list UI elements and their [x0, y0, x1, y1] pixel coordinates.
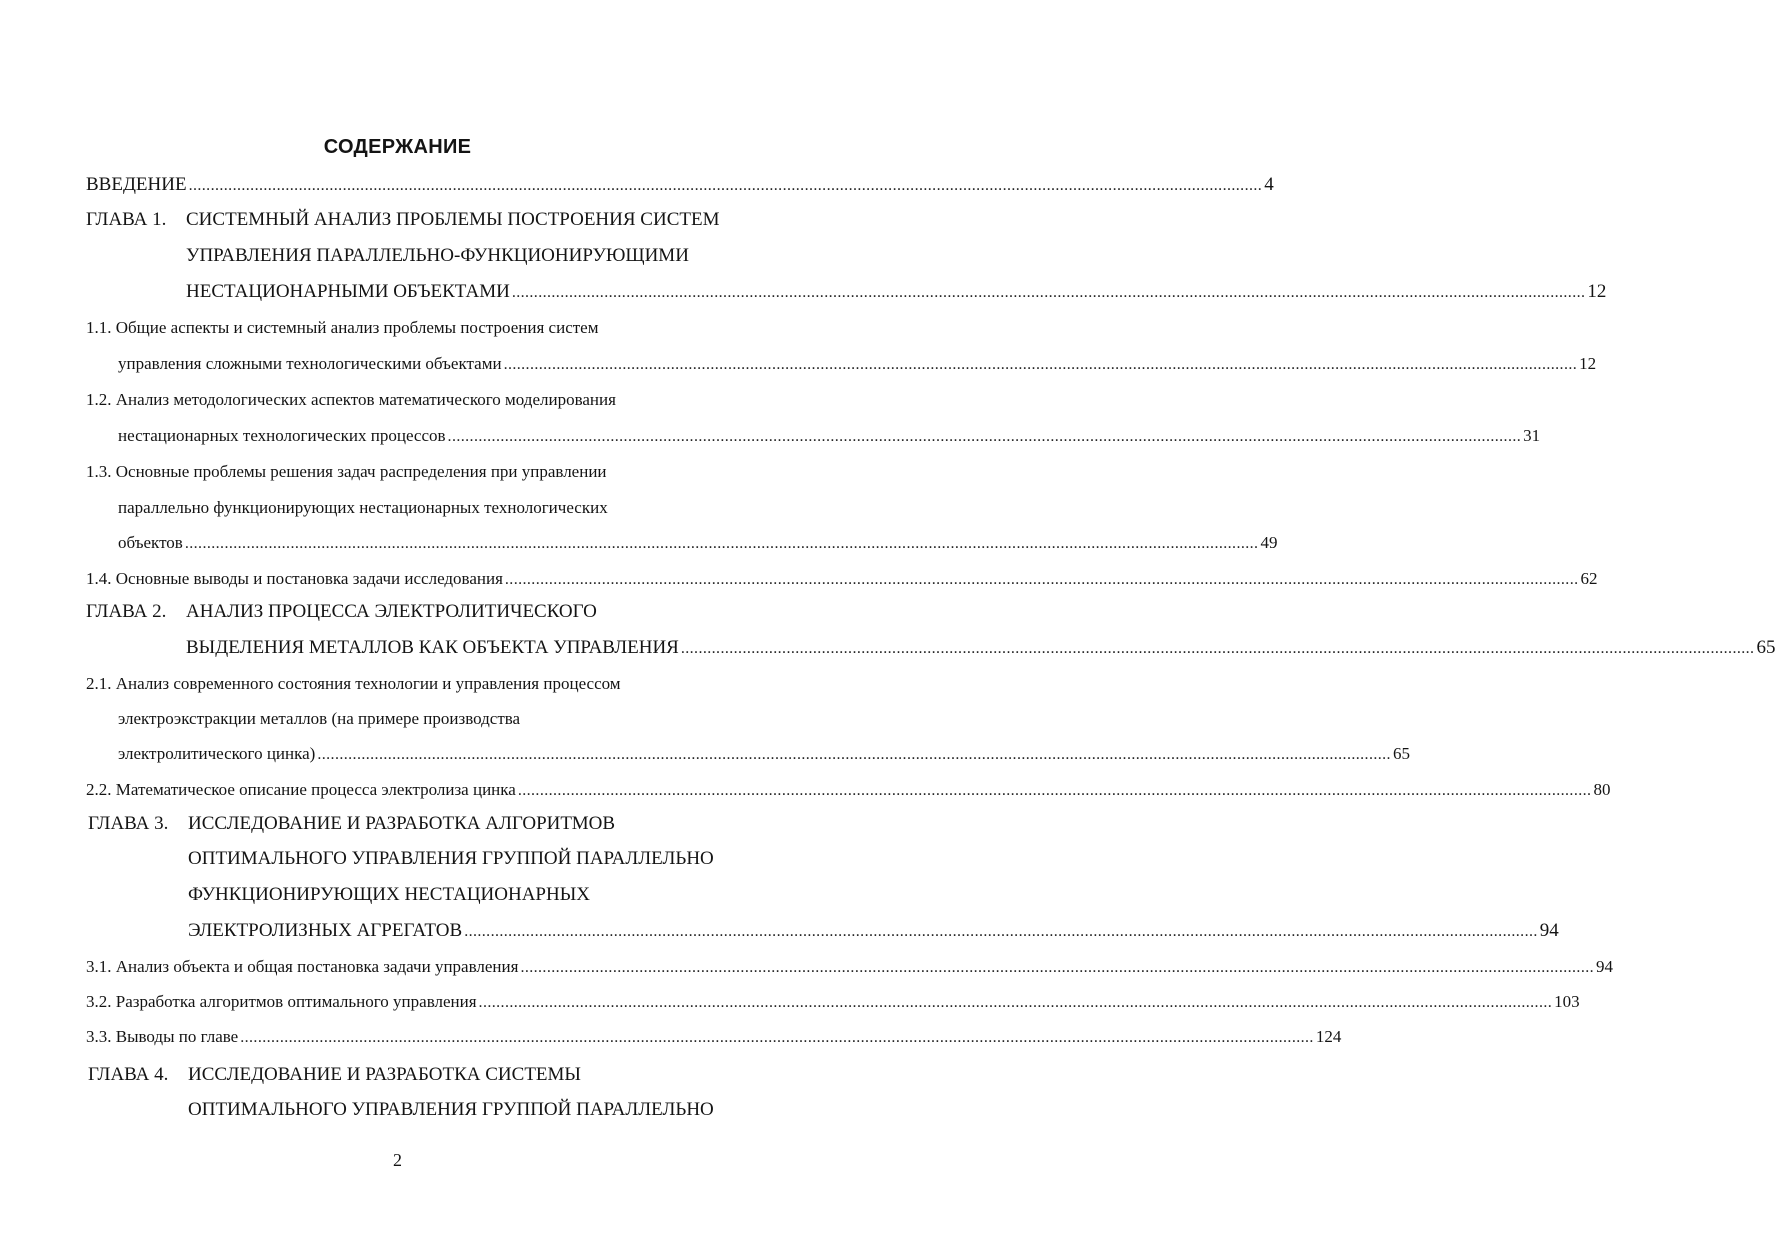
toc-page-number: 4 — [1264, 174, 1274, 195]
section-title-line: нестационарных технологических процессов — [118, 426, 446, 445]
toc-leader: .................................................................................................................................................................................................................................................... — [184, 535, 1259, 552]
toc-leader: .................................................................................................................................................................................................................................................... — [317, 746, 1391, 763]
toc-entry-chapter-3[interactable] — [188, 917, 1559, 945]
toc-leader: .................................................................................................................................................................................................................................................... — [503, 356, 1578, 373]
toc-entry-1-1[interactable] — [118, 350, 1597, 378]
toc-leader: .................................................................................................................................................................................................................................................... — [517, 782, 1592, 799]
section-title-line: 1.4. Основные выводы и постановка задачи исследования — [86, 569, 503, 588]
chapter-title-line: НЕСТАЦИОНАРНЫМИ ОБЪЕКТАМИ — [186, 281, 510, 302]
toc-leader: .................................................................................................................................................................................................................................................... — [520, 959, 1595, 976]
chapter-title-line: ОПТИМАЛЬНОГО УПРАВЛЕНИЯ ГРУППОЙ ПАРАЛЛЕЛЬНО — [188, 1099, 714, 1120]
toc-page-number: 94 — [1539, 920, 1559, 941]
section-title-line: 1.1. Общие аспекты и системный анализ проблемы построения систем — [86, 318, 599, 337]
section-title-line: 2.2. Математическое описание процесса электролиза цинка — [86, 780, 516, 799]
chapter-title-line: ИССЛЕДОВАНИЕ И РАЗРАБОТКА АЛГОРИТМОВ — [188, 813, 616, 834]
toc-leader: .................................................................................................................................................................................................................................................... — [240, 1029, 1314, 1046]
toc-entry-2-2[interactable] — [86, 776, 1611, 804]
chapter-title-line: ФУНКЦИОНИРУЮЩИХ НЕСТАЦИОНАРНЫХ — [188, 884, 591, 905]
toc-entry-1-3[interactable] — [118, 529, 1278, 557]
toc-entry-chapter-1[interactable] — [186, 278, 1607, 306]
chapter-title-line: АНАЛИЗ ПРОЦЕССА ЭЛЕКТРОЛИТИЧЕСКОГО — [186, 601, 597, 622]
chapter-title-line: ИССЛЕДОВАНИЕ И РАЗРАБОТКА СИСТЕМЫ — [188, 1064, 581, 1085]
section-title-line: 1.2. Анализ методологических аспектов математического моделирования — [86, 390, 616, 409]
chapter-title-line: ВЫДЕЛЕНИЯ МЕТАЛЛОВ КАК ОБЪЕКТА УПРАВЛЕНИЯ — [186, 637, 679, 658]
toc-entry-chapter-2[interactable] — [186, 634, 1775, 662]
toc-entry-3-2[interactable] — [86, 988, 1580, 1016]
section-title-line: 3.3. Выводы по главе — [86, 1027, 239, 1046]
toc-leader: .................................................................................................................................................................................................................................................... — [447, 428, 1522, 445]
chapter-title-line: СИСТЕМНЫЙ АНАЛИЗ ПРОБЛЕМЫ ПОСТРОЕНИЯ СИСТЕМ — [186, 209, 720, 230]
section-title-line: электролитического цинка) — [118, 744, 316, 763]
toc-page-number: 62 — [1580, 569, 1598, 588]
toc-page-number: 12 — [1579, 354, 1597, 373]
toc-entry-1-2[interactable] — [118, 422, 1541, 450]
toc-leader: .................................................................................................................................................................................................................................................... — [511, 284, 1586, 301]
toc-leader: .................................................................................................................................................................................................................................................... — [464, 923, 1538, 940]
toc-entry-1-4[interactable] — [86, 565, 1598, 593]
section-title-line: 1.3. Основные проблемы решения задач распределения при управлении — [86, 462, 607, 481]
toc-leader: .................................................................................................................................................................................................................................................... — [680, 640, 1755, 657]
toc-page-number: 124 — [1315, 1027, 1342, 1046]
section-title-line: объектов — [118, 533, 183, 552]
toc-page-number: 65 — [1756, 637, 1775, 658]
toc-leader: .................................................................................................................................................................................................................................................... — [188, 177, 1263, 194]
chapter-label: ГЛАВА 4. — [88, 1064, 169, 1085]
toc-entry-intro[interactable] — [86, 171, 1274, 199]
chapter-title-line: ЭЛЕКТРОЛИЗНЫХ АГРЕГАТОВ — [188, 920, 463, 941]
section-title-line: 3.2. Разработка алгоритмов оптимального управления — [86, 992, 477, 1011]
chapter-label: ГЛАВА 1. — [86, 209, 167, 230]
chapter-label: ГЛАВА 3. — [88, 813, 169, 834]
toc-leader: .................................................................................................................................................................................................................................................... — [504, 571, 1579, 588]
toc-page-number: 31 — [1523, 426, 1541, 445]
toc-page-number: 94 — [1596, 957, 1614, 976]
page-title: СОДЕРЖАНИЕ — [323, 136, 472, 158]
toc-page-number: 65 — [1392, 744, 1410, 763]
section-title-line: управления сложными технологическими объектами — [118, 354, 502, 373]
toc-leader: .................................................................................................................................................................................................................................................... — [478, 994, 1553, 1011]
toc-page-number: 103 — [1554, 992, 1580, 1011]
page-number: 2 — [393, 1150, 402, 1170]
toc-page-number: 80 — [1593, 780, 1611, 799]
chapter-title-line: ОПТИМАЛЬНОГО УПРАВЛЕНИЯ ГРУППОЙ ПАРАЛЛЕЛЬНО — [188, 848, 714, 869]
chapter-label: ГЛАВА 2. — [86, 601, 167, 622]
chapter-title-line: УПРАВЛЕНИЯ ПАРАЛЛЕЛЬНО-ФУНКЦИОНИРУЮЩИМИ — [186, 245, 689, 266]
toc-entry-3-3[interactable] — [86, 1023, 1342, 1051]
section-title-line: 3.1. Анализ объекта и общая постановка задачи управления — [86, 957, 519, 976]
toc-entry-3-1[interactable] — [86, 953, 1614, 981]
toc-page-number: 12 — [1587, 281, 1607, 302]
toc-page-number: 49 — [1260, 533, 1278, 552]
section-title-line: параллельно функционирующих нестационарных технологических — [118, 498, 608, 517]
section-title-line: 2.1. Анализ современного состояния технологии и управления процессом — [86, 674, 621, 693]
toc-entry-2-1[interactable] — [118, 740, 1410, 768]
section-title-line: электроэкстракции металлов (на примере производства — [118, 709, 521, 728]
toc-entry-title: ВВЕДЕНИЕ — [86, 174, 187, 195]
